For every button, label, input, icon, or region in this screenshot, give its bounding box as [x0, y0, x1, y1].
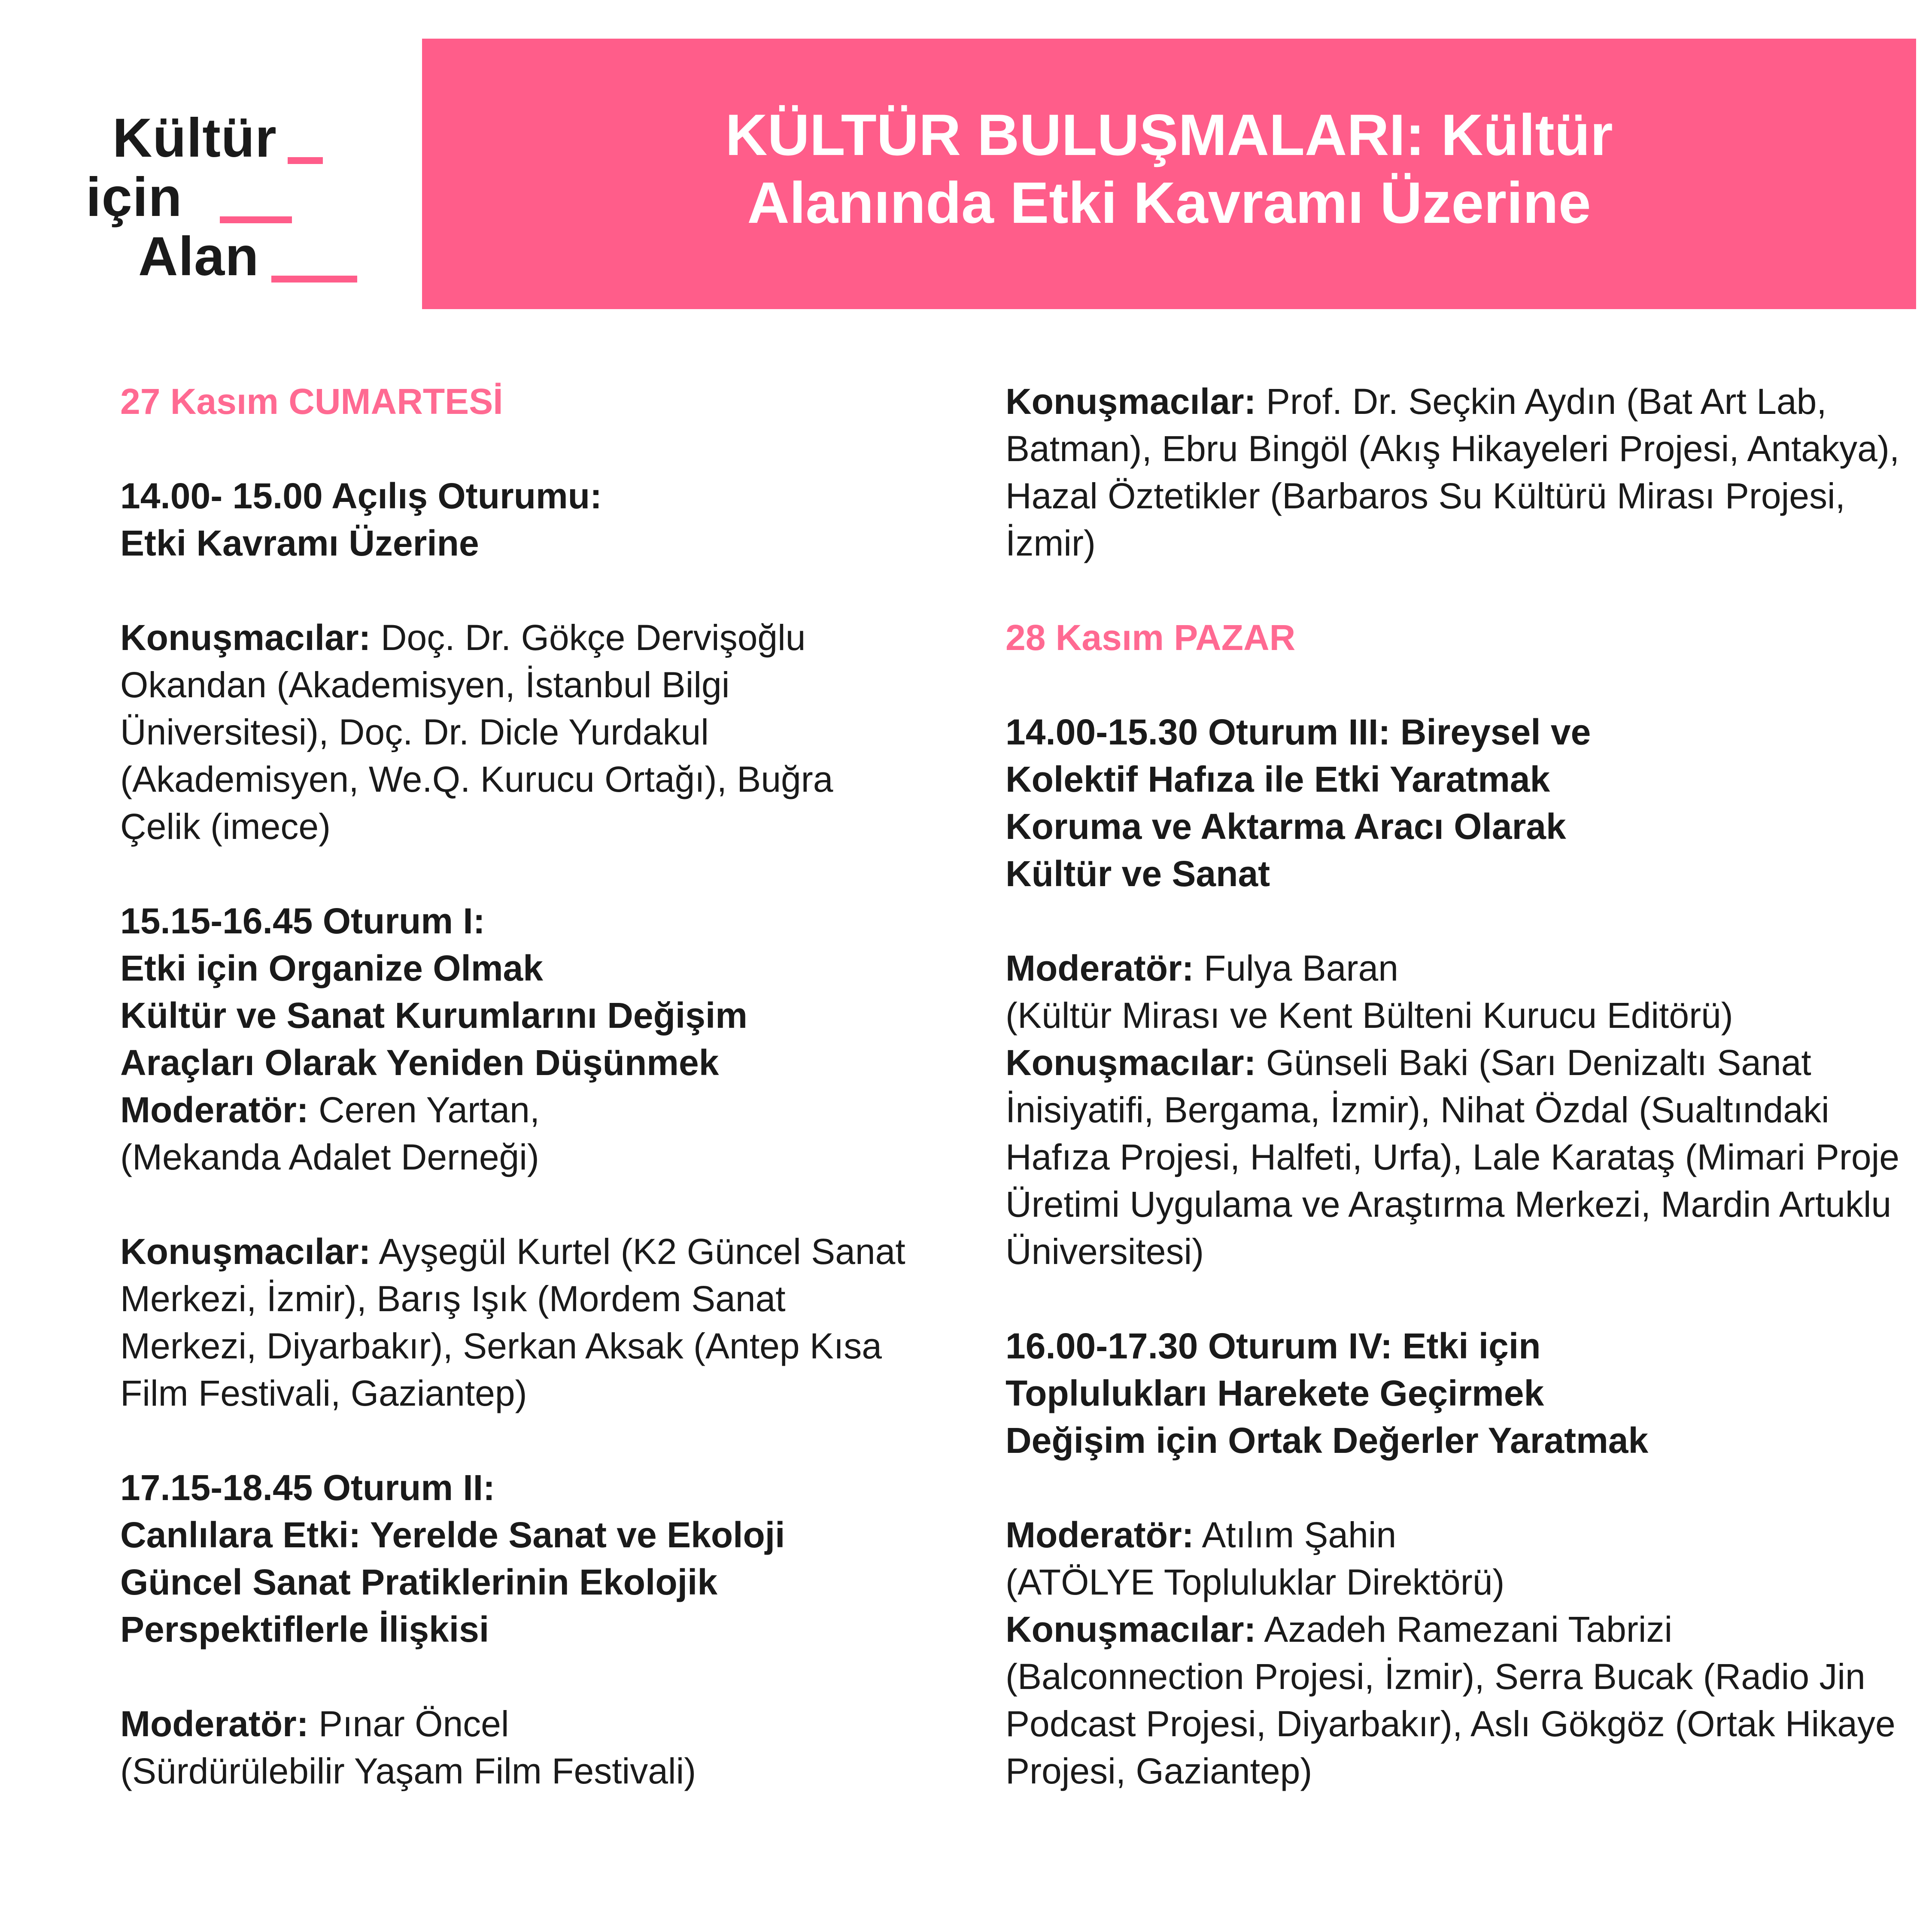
speakers-text: Prof. Dr. Seçkin Aydın (Bat Art Lab, Batman), Ebru Bingöl (Akış Hikayeleri Projesi, Antakya), Hazal Öztetikler (Barbaros Su Kültürü Mirası Projesi, İzmir) [1005, 381, 1900, 563]
speakers-label: Konuşmacılar: [1005, 1042, 1256, 1083]
session-title-line: Perspektiflerle İlişkisi [120, 1609, 489, 1649]
speakers-paragraph [120, 1228, 923, 1417]
session-4 [1005, 1322, 1916, 1795]
moderator-name: Fulya Baran [1204, 948, 1398, 988]
moderator-name: Atılım Şahin [1202, 1515, 1397, 1555]
program-left-column [120, 378, 923, 1795]
logo-word-alan: Alan [138, 226, 259, 287]
moderator-name: Ceren Yartan, [319, 1090, 540, 1130]
speakers-text: Azadeh Ramezani Tabrizi (Balconnection Projesi, İzmir), Serra Bucak (Radio Jin Podcast Projesi, Diyarbakır), Aslı Gökgöz (Ortak Hikaye Projesi, Gaziantep) [1005, 1609, 1896, 1791]
session-title-line: 14.00- 15.00 Açılış Oturumu: [120, 476, 602, 516]
speakers-text: Ayşegül Kurtel (K2 Güncel Sanat Merkezi, İzmir), Barış Işık (Mordem Sanat Merkezi, Diyarbakır), Serkan Aksak (Antep Kısa Film Festivali, Gaziantep) [120, 1231, 905, 1413]
speakers-label: Konuşmacılar: [1005, 1609, 1256, 1649]
logo-word-kultur: Kültür [112, 107, 277, 169]
session-title-line: Etki için Organize Olmak [120, 948, 543, 988]
speakers-label: Konuşmacılar: [120, 1231, 371, 1272]
session-title-line: Kolektif Hafıza ile Etki Yaratmak [1005, 759, 1550, 799]
moderator-org: (ATÖLYE Topluluklar Direktörü) [1005, 1562, 1505, 1602]
title-banner [422, 39, 1916, 309]
speakers-label: Konuşmacılar: [1005, 381, 1256, 422]
session-title-line: Etki Kavramı Üzerine [120, 523, 479, 563]
session-title-line: Kültür ve Sanat Kurumlarını Değişim [120, 995, 747, 1036]
moderator-label: Moderatör: [1005, 948, 1194, 988]
session-title-line: Güncel Sanat Pratiklerinin Ekolojik [120, 1562, 718, 1602]
session-title-line: Koruma ve Aktarma Aracı Olarak [1005, 806, 1566, 847]
session-title-line: Değişim için Ortak Değerler Yaratmak [1005, 1420, 1649, 1461]
speakers-paragraph [120, 614, 923, 850]
session-title-line: 16.00-17.30 Oturum IV: Etki için [1005, 1326, 1541, 1366]
logo-word-icin: için [86, 167, 182, 228]
moderator-label: Moderatör: [1005, 1515, 1194, 1555]
logo-dash-2 [220, 216, 292, 223]
session-title-line: 15.15-16.45 Oturum I: [120, 901, 485, 941]
speakers-paragraph [1005, 378, 1916, 567]
kultur-icin-alan-logo [86, 107, 379, 291]
moderator-org: (Kültür Mirası ve Kent Bülteni Kurucu Editörü) [1005, 995, 1733, 1036]
logo-dash-3 [271, 276, 357, 283]
moderator-line [1005, 1511, 1916, 1558]
moderator-label: Moderatör: [120, 1090, 309, 1130]
session-title-line: Canlılara Etki: Yerelde Sanat ve Ekoloji [120, 1515, 785, 1555]
speakers-text: Günseli Baki (Sarı Denizaltı Sanat İnisiyatifi, Bergama, İzmir), Nihat Özdal (Sualtındaki Hafıza Projesi, Halfeti, Urfa), Lale Karataş (Mimari Proje Üretimi Uygulama ve Araştırma Merkezi, Mardin Artuklu Üniversitesi) [1005, 1042, 1899, 1272]
session-title-line: Kültür ve Sanat [1005, 854, 1270, 894]
session-title-line: Araçları Olarak Yeniden Düşünmek [120, 1042, 719, 1083]
session-opening [120, 472, 923, 850]
speakers-text: Doç. Dr. Gökçe Dervişoğlu Okandan (Akademisyen, İstanbul Bilgi Üniversitesi), Doç. Dr. Dicle Yurdakul (Akademisyen, We.Q. Kurucu Ortağı), Buğra Çelik (imece) [120, 617, 833, 847]
title-line-2: Alanında Etki Kavramı Üzerine [747, 170, 1591, 235]
day1-heading: 27 Kasım CUMARTESİ [120, 381, 503, 422]
session-1 [120, 897, 923, 1417]
session-2 [120, 1464, 923, 1795]
speakers-paragraph [1005, 1606, 1916, 1795]
moderator-org: (Sürdürülebilir Yaşam Film Festivali) [120, 1751, 696, 1791]
moderator-name: Pınar Öncel [319, 1704, 509, 1744]
session-title-line: 17.15-18.45 Oturum II: [120, 1467, 495, 1508]
moderator-org: (Mekanda Adalet Derneği) [120, 1137, 539, 1177]
moderator-label: Moderatör: [120, 1704, 309, 1744]
session-3 [1005, 708, 1916, 1275]
page-title [422, 101, 1916, 237]
moderator-line [1005, 945, 1916, 992]
speakers-paragraph [1005, 1039, 1916, 1275]
moderator-line [120, 1086, 923, 1133]
logo-dash-1 [288, 157, 323, 164]
day2-heading: 28 Kasım PAZAR [1005, 617, 1296, 658]
speakers-label: Konuşmacılar: [120, 617, 371, 658]
session-title-line: 14.00-15.30 Oturum III: Bireysel ve [1005, 712, 1591, 752]
program-right-column [1005, 378, 1916, 1795]
session-title-line: Toplulukları Harekete Geçirmek [1005, 1373, 1544, 1413]
moderator-line [120, 1700, 923, 1747]
title-line-1: KÜLTÜR BULUŞMALARI: Kültür [725, 102, 1613, 167]
